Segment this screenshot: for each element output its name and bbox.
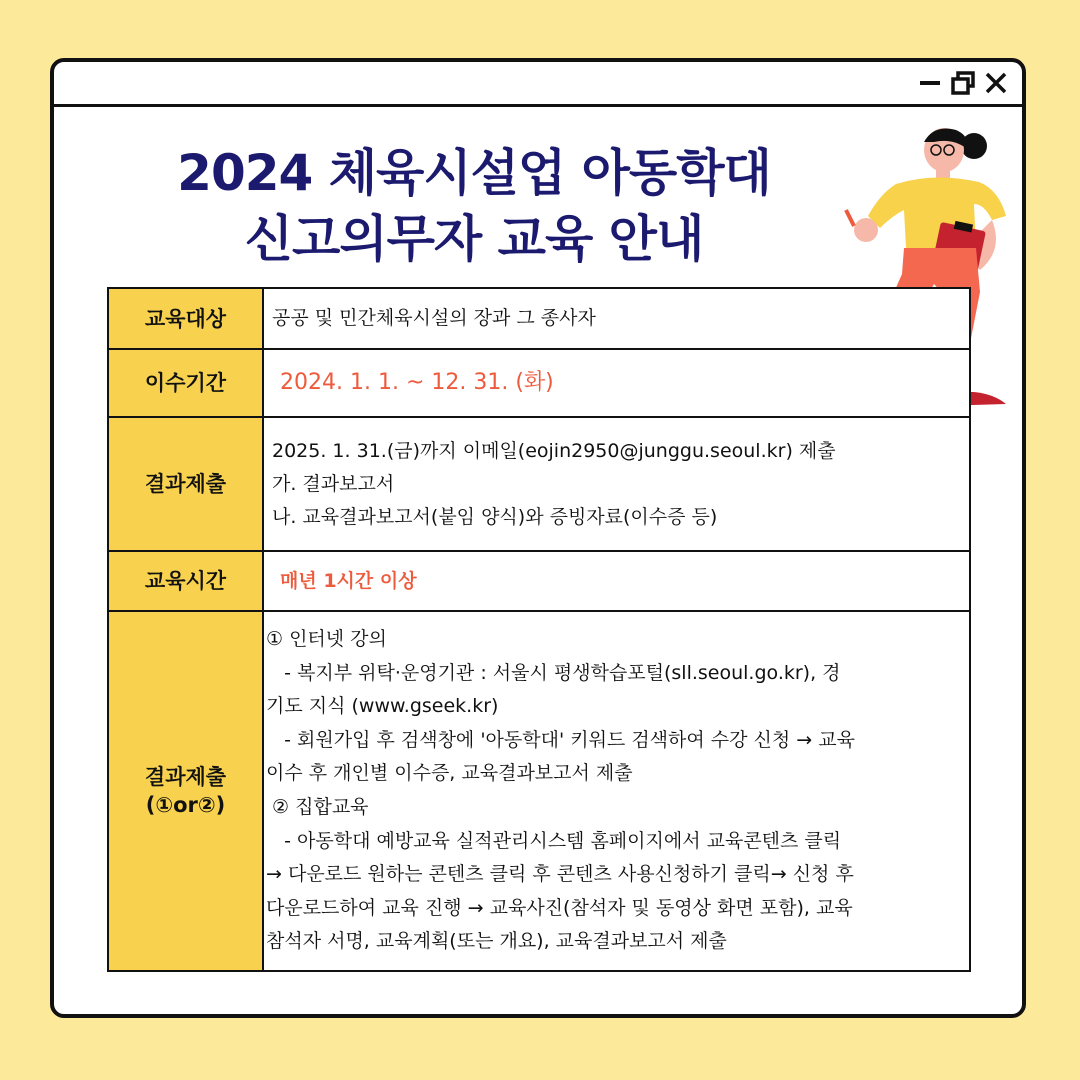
hours-text: 매년 1시간 이상	[280, 569, 417, 592]
method-line: ① 인터넷 강의	[266, 628, 387, 651]
window-controls	[918, 68, 1008, 98]
method-line: - 아동학대 예방교육 실적관리시스템 홈페이지에서 교육콘텐츠 클릭	[266, 829, 842, 852]
period-text: 2024. 1. 1. ~ 12. 31. (화)	[280, 370, 554, 395]
minimize-icon[interactable]	[918, 71, 942, 95]
method-line: 다운로드하여 교육 진행 → 교육사진(참석자 및 동영상 화면 포함), 교육	[266, 896, 853, 919]
submission-line: 나. 교육결과보고서(붙임 양식)와 증빙자료(이수증 등)	[272, 505, 718, 528]
submission-line: 2025. 1. 31.(금)까지 이메일(eojin2950@junggu.seoul.kr) 제출	[272, 439, 836, 462]
method-line: 참석자 서명, 교육계획(또는 개요), 교육결과보고서 제출	[266, 930, 727, 953]
target-text: 공공 및 민간체육시설의 장과 그 종사자	[272, 307, 596, 329]
label-period: 이수기간	[108, 349, 263, 417]
value-period	[263, 349, 970, 417]
method-label-line-2: (①or②)	[145, 793, 226, 817]
title-line-2: 신고의무자 교육 안내	[244, 210, 704, 268]
method-line: - 복지부 위탁·운영기관 : 서울시 평생학습포털(sll.seoul.go.kr), 경	[266, 661, 841, 684]
window-titlebar	[54, 62, 1022, 107]
submission-line: 가. 결과보고서	[272, 472, 395, 495]
label-target: 교육대상	[108, 288, 263, 349]
table-row	[108, 417, 970, 551]
method-line: - 회원가입 후 검색창에 '아동학대' 키워드 검색하여 수강 신청 → 교육	[266, 728, 855, 751]
table-row	[108, 611, 970, 971]
info-table	[107, 287, 971, 972]
label-hours: 교육시간	[108, 551, 263, 611]
title-line-1: 2024 체육시설업 아동학대	[177, 144, 771, 202]
value-method	[263, 611, 970, 971]
method-line: 기도 지식 (www.gseek.kr)	[266, 695, 499, 718]
method-label-line-1: 결과제출	[144, 765, 227, 789]
method-line: → 다운로드 원하는 콘텐츠 클릭 후 콘텐츠 사용신청하기 클릭→ 신청 후	[266, 863, 854, 886]
close-icon[interactable]	[984, 71, 1008, 95]
maximize-icon[interactable]	[950, 70, 976, 96]
method-line: 이수 후 개인별 이수증, 교육결과보고서 제출	[266, 762, 633, 785]
value-submission	[263, 417, 970, 551]
table-row	[108, 288, 970, 349]
method-line: ② 집합교육	[266, 796, 369, 818]
table-row	[108, 551, 970, 611]
label-submission: 결과제출	[108, 417, 263, 551]
value-target	[263, 288, 970, 349]
label-method	[108, 611, 263, 971]
value-hours	[263, 551, 970, 611]
table-row	[108, 349, 970, 417]
page-title	[114, 140, 834, 272]
